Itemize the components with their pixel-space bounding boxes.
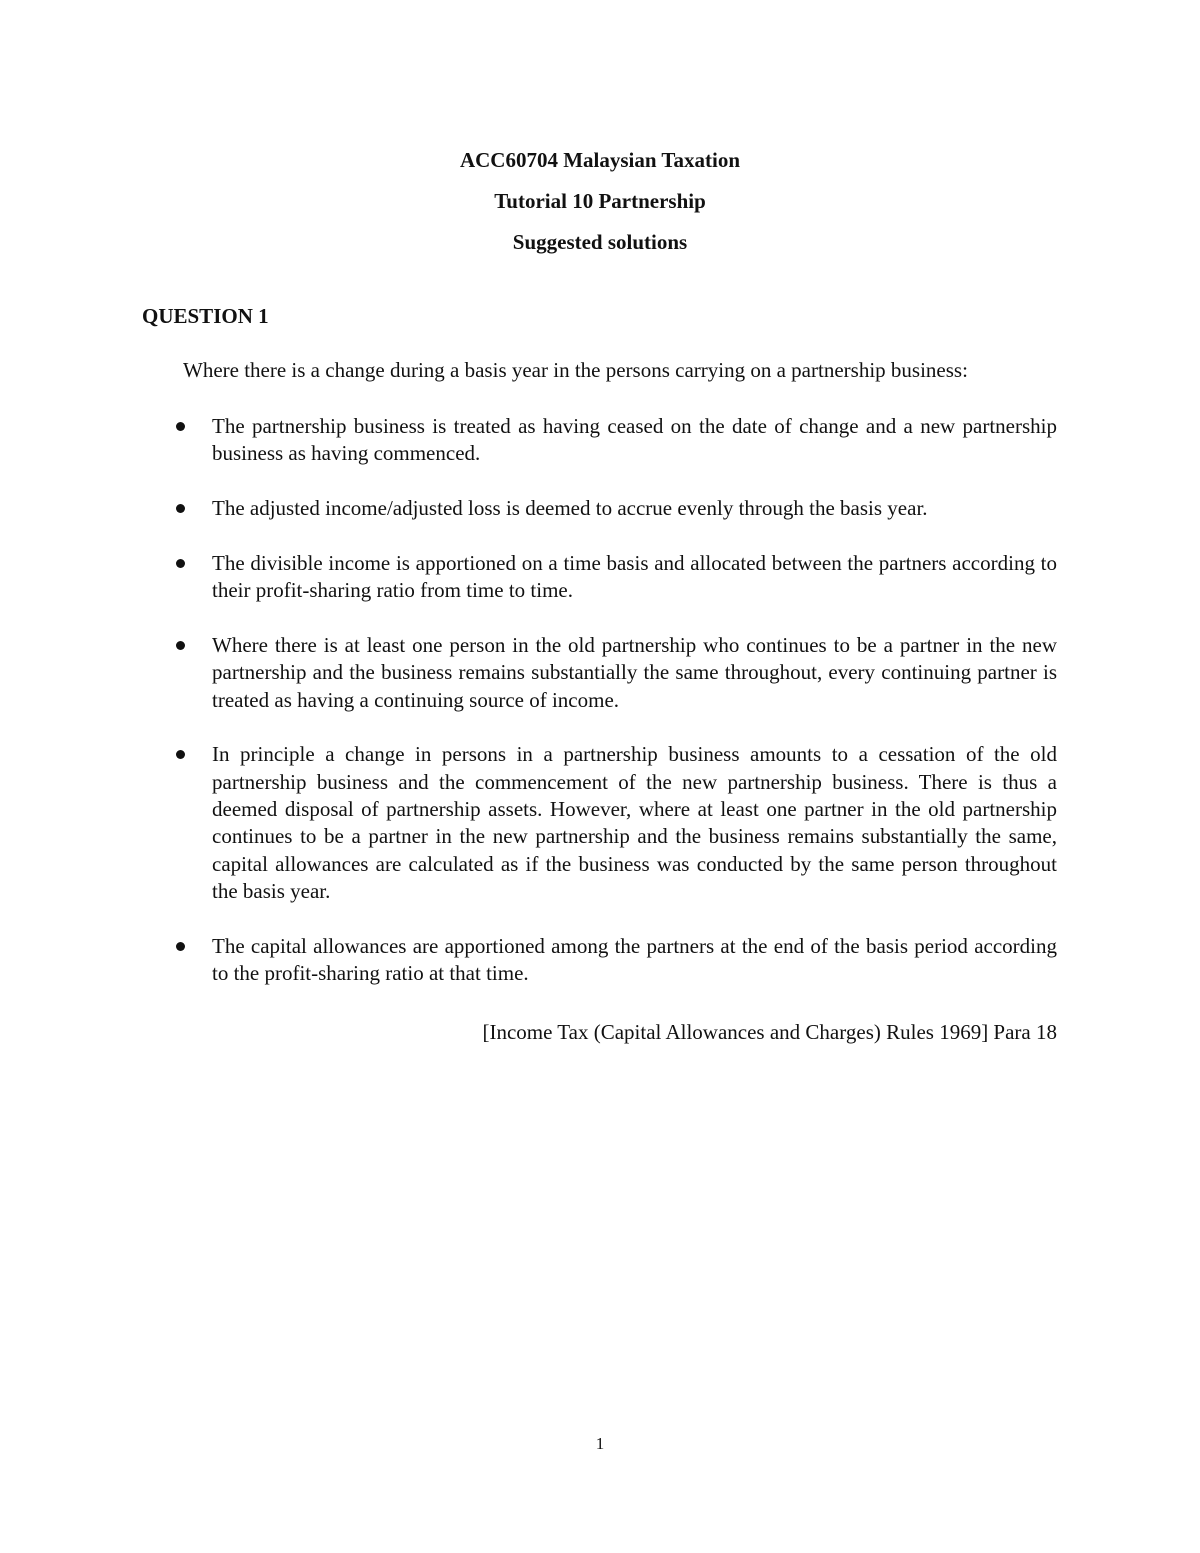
bullet-icon xyxy=(176,559,185,568)
course-title: ACC60704 Malaysian Taxation xyxy=(459,148,741,172)
bullet-text: In principle a change in persons in a partnership business amounts to a cessation of the old partnership business and the commencement of the new partnership business. There is thus a deemed disposal of partnership assets. However, where at least one partner in the old partnership continues to be a partner in the new partnership and the business remains substantially the same, capital allowances are calculated as if the business was conducted by the same person throughout the basis year. xyxy=(212,742,1057,903)
bullet-text: The divisible income is apportioned on a time basis and allocated between the partners according to their profit-sharing ratio from time to time. xyxy=(212,550,1057,603)
list-item xyxy=(212,741,1057,905)
bullet-list xyxy=(212,413,1057,1015)
bullet-icon xyxy=(176,942,185,951)
bullet-icon xyxy=(176,750,185,759)
bullet-text: The partnership business is treated as having ceased on the date of change and a new partnership business as having commenced. xyxy=(212,414,1057,466)
document-subtitle: Suggested solutions xyxy=(512,230,688,254)
list-item xyxy=(212,550,1057,605)
tutorial-title: Tutorial 10 Partnership xyxy=(494,189,706,213)
bullet-text: The adjusted income/adjusted loss is deemed to accrue evenly through the basis year. xyxy=(212,496,928,521)
list-item xyxy=(212,495,1057,522)
bullet-icon xyxy=(176,504,185,513)
title-block xyxy=(0,140,1200,263)
list-item xyxy=(212,632,1057,714)
legal-reference: [Income Tax (Capital Allowances and Charges) Rules 1969] Para 18 xyxy=(482,1020,1057,1044)
bullet-text: The capital allowances are apportioned among the partners at the end of the basis period according to the profit-sharing ratio at that time. xyxy=(212,933,1057,985)
bullet-icon xyxy=(176,641,185,650)
list-item xyxy=(212,413,1057,468)
bullet-icon xyxy=(176,422,185,431)
question-intro: Where there is a change during a basis year in the persons carrying on a partnership business: xyxy=(183,358,968,382)
bullet-text: Where there is at least one person in the old partnership who continues to be a partner in the new partnership and the business remains substantially the same throughout, every continuing partner is treated as having a continuing source of income. xyxy=(212,632,1057,712)
list-item xyxy=(212,933,1057,988)
page-number: 1 xyxy=(595,1434,605,1453)
question-heading: QUESTION 1 xyxy=(142,304,269,328)
